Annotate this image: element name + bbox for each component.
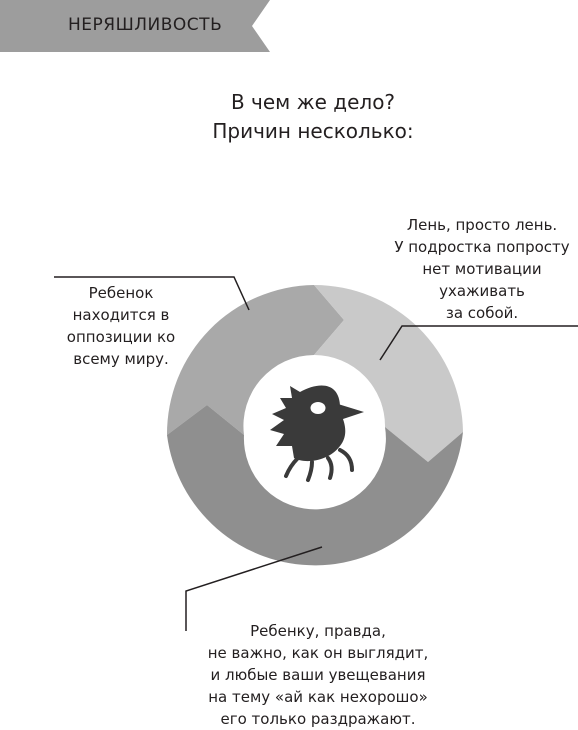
banner-title: НЕРЯШЛИВОСТЬ xyxy=(68,15,223,35)
caption-line: Ребенку, правда, xyxy=(250,622,386,640)
caption-line: Ребенок xyxy=(88,284,154,302)
caption-line: не важно, как он выглядит, xyxy=(207,644,429,662)
caption-line: У подростка попросту xyxy=(394,238,570,256)
caption-indifference xyxy=(196,620,440,730)
caption-line: на тему «ай как нехорошо» xyxy=(208,688,428,706)
caption-opposition xyxy=(46,282,196,370)
heading-line-2: Причин несколько: xyxy=(212,119,414,143)
caption-line: его только раздражают. xyxy=(220,710,416,728)
caption-line: оппозиции ко xyxy=(66,328,176,346)
caption-laziness xyxy=(390,214,574,324)
caption-line: нет мотивации xyxy=(422,260,542,278)
heading-line-1: В чем же дело? xyxy=(230,90,396,114)
caption-line: Лень, просто лень. xyxy=(406,216,558,234)
caption-line: ухаживать xyxy=(439,282,525,300)
caption-line: и любые ваши увещевания xyxy=(210,666,426,684)
caption-line: находится в xyxy=(72,306,170,324)
caption-line: всему миру. xyxy=(73,350,169,368)
caption-line: за собой. xyxy=(445,304,519,322)
